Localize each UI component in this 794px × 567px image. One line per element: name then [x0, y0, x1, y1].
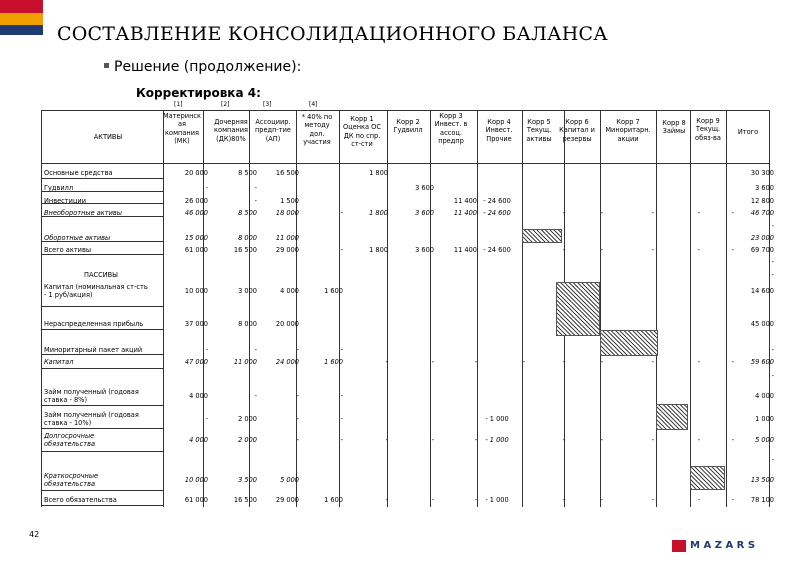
- assets-header: АКТИВЫ: [93, 133, 123, 141]
- table-cell: 18 000: [275, 209, 299, 217]
- table-cell: -: [340, 415, 343, 423]
- text-line: (МК): [174, 137, 190, 146]
- row-rule-line: [41, 241, 163, 242]
- table-cell: -: [562, 246, 565, 254]
- table-cell: -: [205, 415, 208, 423]
- table-cell: 30 300: [750, 169, 774, 177]
- row-rule-line: [41, 306, 163, 307]
- table-cell: -: [340, 209, 343, 217]
- table-cell: 10 000: [184, 287, 208, 295]
- row-label: [44, 496, 117, 504]
- table-cell: -: [340, 392, 343, 400]
- table-cell: 16 500: [275, 169, 299, 177]
- table-cell: -: [697, 246, 700, 254]
- table-cell: 61 000: [184, 496, 208, 504]
- table-cell: -: [385, 358, 388, 366]
- table-cell: 8 000: [238, 234, 257, 242]
- row-label: [44, 169, 113, 177]
- table-cell: 5 000: [280, 476, 299, 484]
- table-cell: -: [205, 346, 208, 354]
- text-line: Нераспределенная прибыль: [44, 320, 144, 328]
- text-line: Оборотные активы: [44, 234, 111, 242]
- text-line: Дочерняя: [214, 118, 248, 126]
- table-cell: -: [771, 346, 774, 354]
- table-cell: 10 000: [184, 476, 208, 484]
- table-cell: 26 000: [184, 197, 208, 205]
- table-cell: -: [697, 209, 700, 217]
- page-title: СОСТАВЛЕНИЕ КОНСОЛИДАЦИОННОГО БАЛАНСА: [57, 23, 608, 45]
- text-line: компания: [165, 128, 199, 137]
- table-cell: -: [731, 358, 734, 366]
- table-cell: -: [254, 346, 257, 354]
- table-cell: 13 500: [750, 476, 774, 484]
- text-line: обязательства: [44, 480, 96, 489]
- row-rule-line: [41, 451, 163, 452]
- table-cell: -: [651, 496, 654, 504]
- text-line: Корр 3: [439, 112, 463, 120]
- col-number: [4]: [309, 101, 318, 108]
- text-line: Корр 4: [487, 118, 511, 126]
- text-line: ПАССИВЫ: [84, 271, 118, 279]
- text-line: предп-тие: [255, 126, 291, 135]
- text-line: Гудвилл: [393, 126, 423, 135]
- hatched-block: [656, 404, 688, 430]
- text-line: обязательства: [44, 440, 96, 449]
- header-bottom-line: [41, 163, 769, 164]
- table-cell: 11 000: [275, 234, 299, 242]
- table-cell: 20 000: [184, 169, 208, 177]
- text-line: ая: [177, 120, 186, 129]
- text-line: Корр 7: [616, 118, 640, 126]
- row-rule-line: [41, 254, 163, 255]
- col-number: [2]: [221, 101, 230, 108]
- text-line: Внеоборотные активы: [44, 209, 122, 217]
- table-cell: 8 500: [238, 209, 257, 217]
- text-line: резервы: [562, 134, 592, 143]
- table-cell: 61 000: [184, 246, 208, 254]
- table-cell: 3 600: [415, 184, 434, 192]
- row-rule-line: [41, 191, 163, 192]
- table-cell: 1 600: [324, 496, 343, 504]
- text-line: ст-сти: [351, 140, 373, 149]
- text-line: Корр 6: [565, 118, 589, 126]
- table-cell: -: [651, 436, 654, 444]
- table-cell: -: [385, 436, 388, 444]
- table-cell: -: [562, 496, 565, 504]
- table-cell: 8 500: [238, 169, 257, 177]
- table-cell: 29 000: [275, 496, 299, 504]
- table-cell: -: [771, 271, 774, 279]
- text-line: Инвест. в: [434, 120, 468, 129]
- text-line: - 1 руб/акция): [44, 291, 93, 300]
- table-cell: -: [600, 246, 603, 254]
- table-cell: -: [600, 496, 603, 504]
- table-cell: 1 500: [280, 197, 299, 205]
- table-cell: -: [562, 358, 565, 366]
- row-label: [44, 432, 95, 448]
- text-line: Прочие: [486, 134, 512, 143]
- logo-text: MAZARS: [690, 540, 759, 551]
- column-divider: [522, 110, 523, 507]
- text-line: Корр 8: [662, 119, 686, 127]
- text-line: Текущ.: [526, 126, 552, 135]
- text-line: Ассоцииp.: [255, 118, 291, 126]
- table-cell: 37 000: [184, 320, 208, 328]
- row-rule-line: [41, 178, 163, 179]
- text-line: Долгосрочные: [44, 432, 95, 440]
- text-line: * 40% по: [301, 113, 333, 121]
- table-cell: -: [205, 184, 208, 192]
- table-cell: 1 600: [324, 287, 343, 295]
- text-line: Займ полученный (годовая: [44, 411, 139, 419]
- table-cell: 59 600: [750, 358, 774, 366]
- text-line: Займ полученный (годовая: [44, 388, 139, 396]
- table-cell: -: [474, 358, 477, 366]
- table-cell: -: [254, 392, 257, 400]
- table-cell: -: [731, 436, 734, 444]
- row-label: [44, 411, 139, 427]
- row-label: [44, 246, 91, 254]
- table-cell: 24 000: [275, 358, 299, 366]
- logo-mark-icon: [672, 540, 686, 552]
- column-divider: [690, 110, 691, 507]
- table-cell: 3 600: [415, 209, 434, 217]
- table-cell: -: [296, 436, 299, 444]
- text-line: ассоц.: [440, 128, 462, 137]
- table-cell: 11 400: [453, 246, 477, 254]
- text-line: Гудвилл: [44, 184, 74, 192]
- text-line: Материнск: [162, 112, 202, 120]
- column-divider: [41, 110, 42, 507]
- table-cell: 2 000: [238, 415, 257, 423]
- column-divider: [656, 110, 657, 507]
- text-line: Корр 1: [350, 115, 374, 123]
- row-rule-line: [41, 329, 163, 330]
- text-line: (АП): [265, 134, 281, 143]
- hatched-block: [522, 229, 562, 243]
- text-line: Корр 2: [396, 118, 420, 126]
- table-cell: -: [771, 372, 774, 380]
- table-cell: -: [697, 358, 700, 366]
- col-number: [3]: [263, 101, 272, 108]
- table-cell: -: [697, 496, 700, 504]
- row-label: [44, 388, 139, 404]
- text-line: Оценка ОС: [343, 123, 381, 132]
- table-cell: -: [731, 246, 734, 254]
- table-cell: 16 500: [233, 496, 257, 504]
- text-line: Краткосрочные: [44, 472, 99, 480]
- row-label: [44, 320, 143, 328]
- subtitle-text: Решение (продолжение):: [114, 59, 302, 75]
- table-cell: - 1 000: [485, 415, 509, 423]
- row-rule-line: [41, 490, 163, 491]
- text-line: (ДК)80%: [216, 134, 246, 143]
- table-cell: -: [431, 496, 434, 504]
- table-cell: 46 000: [184, 209, 208, 217]
- text-line: Корр 5: [527, 118, 551, 126]
- table-cell: 15 000: [184, 234, 208, 242]
- table-cell: 4 000: [189, 436, 208, 444]
- table-cell: - 24 600: [483, 197, 511, 205]
- table-cell: -: [522, 358, 525, 366]
- table-cell: 1 800: [369, 169, 388, 177]
- table-cell: 20 000: [275, 320, 299, 328]
- table-cell: -: [697, 436, 700, 444]
- table-cell: -: [431, 436, 434, 444]
- text-line: Всего активы: [44, 246, 92, 254]
- row-rule-line: [41, 505, 163, 506]
- table-cell: 1 800: [369, 246, 388, 254]
- table-cell: -: [771, 222, 774, 230]
- table-cell: 2 000: [238, 436, 257, 444]
- text-line: Миноритарный пакет акций: [44, 346, 143, 354]
- section-heading: Корректировка 4:: [136, 86, 261, 100]
- table-cell: 1 800: [369, 209, 388, 217]
- table-cell: 46 700: [750, 209, 774, 217]
- text-line: ставка - 10%): [44, 419, 92, 428]
- column-divider: [600, 110, 601, 507]
- table-cell: -: [474, 436, 477, 444]
- table-cell: - 24 600: [483, 209, 511, 217]
- text-line: акции: [617, 134, 639, 143]
- text-line: методу: [304, 121, 330, 130]
- page-number: 42: [29, 530, 40, 539]
- mazars-logo: [672, 540, 766, 552]
- table-cell: - 1 000: [485, 436, 509, 444]
- table-cell: 23 000: [750, 234, 774, 242]
- table-cell: -: [340, 246, 343, 254]
- table-cell: 11 000: [233, 358, 257, 366]
- text-line: активы: [526, 134, 552, 143]
- text-line: Капитал: [44, 358, 74, 366]
- table-cell: 1 000: [755, 415, 774, 423]
- table-cell: -: [474, 496, 477, 504]
- table-cell: 4 000: [755, 392, 774, 400]
- row-rule-line: [41, 368, 163, 369]
- col-number: [1]: [174, 101, 183, 108]
- table-cell: -: [296, 415, 299, 423]
- row-rule-line: [41, 354, 163, 355]
- text-line: Корр 9: [696, 117, 720, 125]
- table-cell: -: [600, 209, 603, 217]
- text-line: Основные средства: [44, 169, 113, 177]
- table-cell: 14 600: [750, 287, 774, 295]
- table-cell: -: [340, 436, 343, 444]
- text-line: обяз-ва: [695, 133, 721, 142]
- table-cell: -: [771, 456, 774, 464]
- text-line: Инвестиции: [44, 197, 86, 205]
- row-label: [44, 472, 98, 488]
- table-cell: -: [254, 197, 257, 205]
- text-line: ДК по спр.: [343, 131, 381, 140]
- table-cell: 78 100: [750, 496, 774, 504]
- table-cell: 12 800: [750, 197, 774, 205]
- table-cell: 47 000: [184, 358, 208, 366]
- row-rule-line: [41, 216, 163, 217]
- table-cell: -: [296, 392, 299, 400]
- table-cell: 45 000: [750, 320, 774, 328]
- row-rule-line: [41, 203, 163, 204]
- table-cell: -: [731, 496, 734, 504]
- text-line: Капитал (номинальная ст-сть: [44, 283, 148, 291]
- row-rule-line: [41, 405, 163, 406]
- table-cell: 4 000: [189, 392, 208, 400]
- table-cell: 3 600: [755, 184, 774, 192]
- text-line: предпр: [438, 137, 464, 146]
- text-line: компания: [214, 126, 248, 135]
- column-divider: [477, 110, 478, 507]
- table-cell: 11 400: [453, 209, 477, 217]
- table-cell: - 1 000: [485, 496, 509, 504]
- row-label: [44, 346, 142, 354]
- table-cell: -: [651, 246, 654, 254]
- row-label: [44, 358, 73, 366]
- text-line: Капитал и: [559, 126, 595, 135]
- table-cell: 16 500: [233, 246, 257, 254]
- table-cell: -: [296, 346, 299, 354]
- table-cell: 8 000: [238, 320, 257, 328]
- text-line: ставка - 8%): [44, 396, 88, 405]
- table-cell: -: [562, 436, 565, 444]
- table-cell: -: [385, 496, 388, 504]
- table-cell: -: [731, 209, 734, 217]
- hatched-block: [600, 330, 658, 356]
- table-cell: -: [600, 358, 603, 366]
- table-cell: -: [600, 436, 603, 444]
- table-cell: 4 000: [280, 287, 299, 295]
- hatched-block: [556, 282, 600, 336]
- liabilities-header: [84, 271, 118, 279]
- row-label: [44, 283, 148, 299]
- table-cell: -: [651, 209, 654, 217]
- hatched-block: [690, 466, 725, 490]
- table-cell: -: [340, 346, 343, 354]
- table-cell: 3 000: [238, 287, 257, 295]
- table-cell: -: [431, 358, 434, 366]
- text-line: Итого: [737, 128, 759, 136]
- table-cell: 11 400: [453, 197, 477, 205]
- table-cell: -: [651, 358, 654, 366]
- table-cell: - 24 600: [483, 246, 511, 254]
- table-top-line: [41, 110, 769, 111]
- table-cell: 29 000: [275, 246, 299, 254]
- table-cell: -: [254, 184, 257, 192]
- table-cell: -: [562, 209, 565, 217]
- column-divider: [430, 110, 431, 507]
- text-line: участия: [303, 138, 331, 147]
- table-cell: 69 700: [750, 246, 774, 254]
- table-cell: 5 000: [755, 436, 774, 444]
- table-cell: 3 600: [415, 246, 434, 254]
- text-line: Займы: [662, 127, 686, 136]
- text-line: Инвест.: [485, 126, 513, 135]
- text-line: Миноритарн.: [605, 126, 651, 135]
- text-line: дол.: [309, 129, 325, 138]
- row-rule-line: [41, 428, 163, 429]
- text-line: Текущ.: [695, 125, 721, 134]
- table-cell: 1 600: [324, 358, 343, 366]
- table-cell: 3 500: [238, 476, 257, 484]
- table-cell: -: [771, 258, 774, 266]
- text-line: Всего обязательства: [44, 496, 117, 504]
